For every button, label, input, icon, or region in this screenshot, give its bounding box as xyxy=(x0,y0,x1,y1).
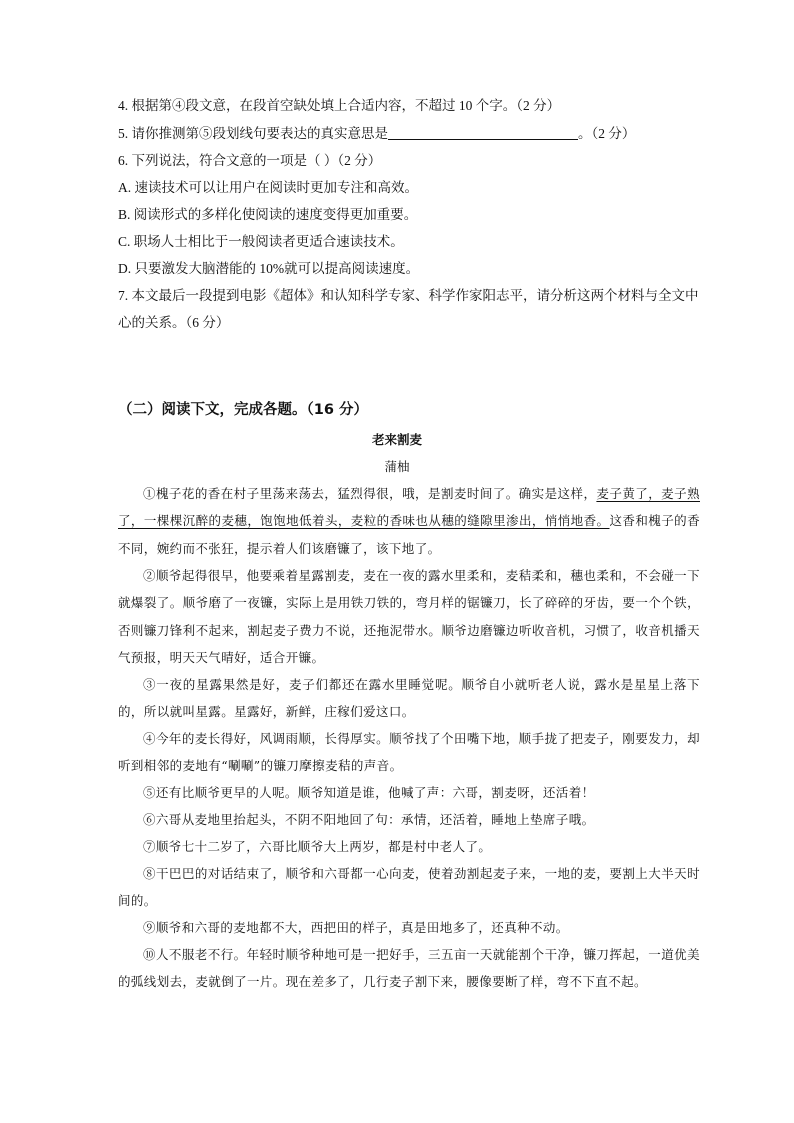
underlined-sentence: 麦子黄了，麦子熟了，一棵棵沉醉的麦穗，饱饱地低着头，麦粒的香味也从穗的缝隙里渗出，悄悄地香。 xyxy=(118,486,700,529)
paragraph-2: ②顺爷起得很早，他要乘着星露割麦，麦在一夜的露水里柔和，麦秸柔和，穗也柔和，不会碰一下就爆裂了。顺爷磨了一夜镰，实际上是用铁刀铁的，弯月样的锯镰刀，长了碎碎的牙齿，要一个个铁，否则镰刀锋利不起来，割起麦子费力不说，还拖泥带水。顺爷边磨镰边听收音机，习惯了，收音机播天气预报，明天天气晴好，适合开镰。 xyxy=(118,568,700,665)
paragraph-7: ⑦顺爷七十二岁了，六哥比顺爷大上两岁，都是村中老人了。 xyxy=(143,839,492,854)
question-7: 7. 本文最后一段提到电影《超体》和认知科学专家、科学作家阳志平，请分析这两个材料与全文中心的关系。（6 分） xyxy=(118,288,699,330)
paragraph-8: ⑧干巴巴的对话结束了，顺爷和六哥都一心向麦，使着劲割起麦子来，一地的麦，要割上大半天时间的。 xyxy=(118,866,700,909)
paragraph-3: ③一夜的星露果然是好，麦子们都还在露水里睡觉呢。顺爷自小就听老人说，露水是星星上落下的，所以就叫星露。星露好，新鲜，庄稼们爱这口。 xyxy=(118,677,700,720)
question-5-points: 。（2 分） xyxy=(578,126,636,141)
option-b: B. 阅读形式的多样化使阅读的速度变得更加重要。 xyxy=(118,207,418,222)
section-heading: （二）阅读下文，完成各题。（16 分） xyxy=(118,402,368,418)
paragraph-1-text-b: 这香和槐子的香不同，婉约而不张狂，提示着人们该磨镰了，该下地了。 xyxy=(118,513,700,556)
paragraph-9: ⑨顺爷和六哥的麦地都不大，西把田的样子，真是田地多了，还真种不动。 xyxy=(143,920,569,935)
paragraph-1-text-a: ①槐子花的香在村子里荡来荡去，猛烈得很，哦，是割麦时间了。确实是这样， xyxy=(143,486,597,501)
option-a: A. 速读技术可以让用户在阅读时更加专注和高效。 xyxy=(118,180,418,195)
option-c: C. 职场人士相比于一般阅读者更适合速读技术。 xyxy=(118,234,404,249)
paragraph-4: ④今年的麦长得好，风调雨顺，长得厚实。顺爷找了个田嘴下地，顺手拢了把麦子，刚要发力，却听到相邻的麦地有“唰唰”的镰刀摩擦麦秸的声音。 xyxy=(118,731,700,774)
article-title: 老来割麦 xyxy=(371,432,422,447)
question-6: 6. 下列说法，符合文意的一项是（ ）（2 分） xyxy=(118,153,382,168)
option-d: D. 只要激发大脑潜能的 10%就可以提高阅读速度。 xyxy=(118,261,420,276)
question-4: 4. 根据第④段文意，在段首空缺处填上合适内容，不超过 10 个字。（2 分） xyxy=(118,98,561,113)
paragraph-5: ⑤还有比顺爷更早的人呢。顺爷知道是谁，他喊了声：六哥，割麦呀，还活着！ xyxy=(143,785,595,800)
question-5 xyxy=(118,124,708,144)
paragraph-1 xyxy=(118,480,700,562)
answer-blank[interactable] xyxy=(388,125,578,140)
paragraph-6: ⑥六哥从麦地里抬起头，不阴不阳地回了句：承情，还活着，睡地上垫席子哦。 xyxy=(143,812,595,827)
question-5-text: 5. 请你推测第⑤段划线句要表达的真实意思是 xyxy=(118,126,388,141)
article-author: 蒲柚 xyxy=(384,459,410,474)
paragraph-10: ⑩人不服老不行。年轻时顺爷种地可是一把好手，三五亩一天就能割个干净，镰刀挥起，一道优美的弧线划去，麦就倒了一片。现在差多了，几行麦子割下来，腰像要断了样，弯不下直不起。 xyxy=(118,947,700,990)
